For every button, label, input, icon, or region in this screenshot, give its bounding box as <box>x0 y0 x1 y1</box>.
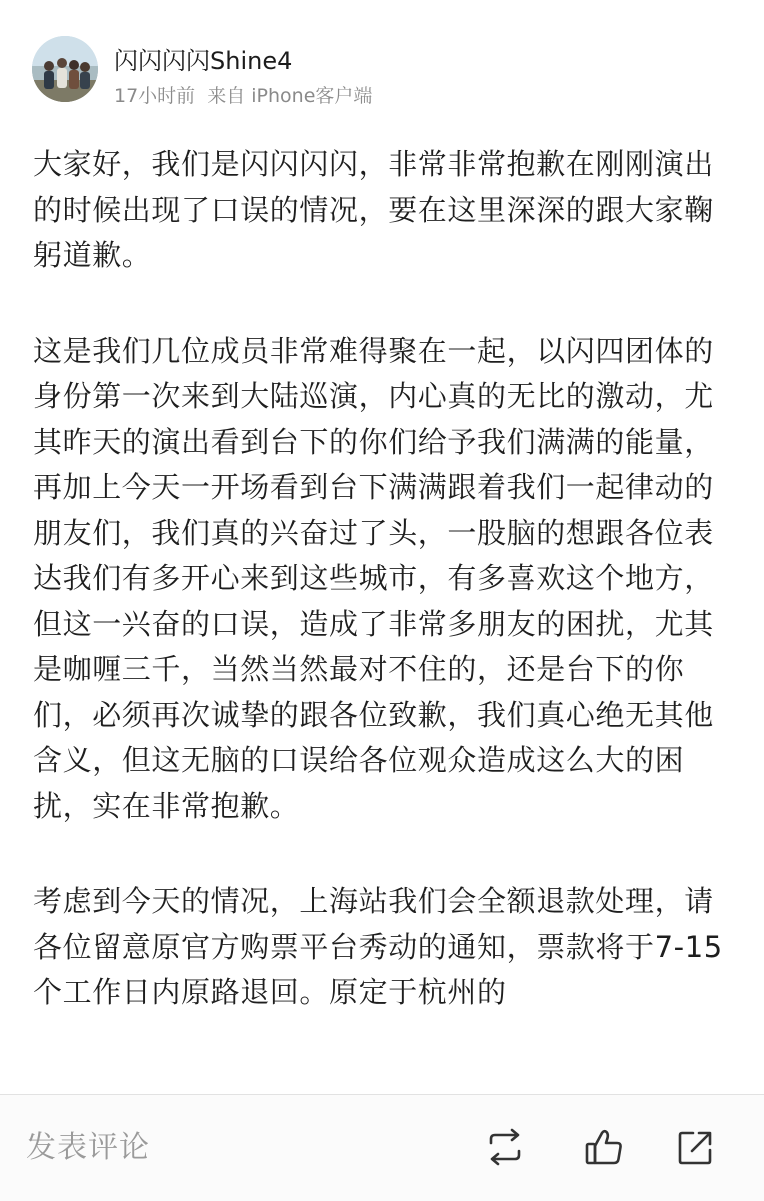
post-source: 来自 iPhone客户端 <box>207 85 373 107</box>
post-content <box>33 142 733 1092</box>
avatar-image <box>32 36 98 102</box>
post-paragraph: 大家好，我们是闪闪闪闪，非常非常抱歉在刚刚演出的时候出现了口误的情况，要在这里深深的跟大家鞠躬道歉。 <box>33 147 714 272</box>
post-paragraph: 这是我们几位成员非常难得聚在一起，以闪四团体的身份第一次来到大陆巡演，内心真的无比的激动，尤其昨天的演出看到台下的你们给予我们满满的能量，再加上今天一开场看到台下满满跟着我们一起律动的朋友们，我们真的兴奋过了头，一股脑的想跟各位表达我们有多开心来到这些城市，有多喜欢这个地方，但这一兴奋的口误，造成了非常多朋友的困扰，尤其是咖喱三千，当然当然最对不住的，还是台下的你们，必须再次诚挚的跟各位致歉，我们真心绝无其他含义，但这无脑的口误给各位观众造成这么大的困扰，实在非常抱歉。 <box>33 333 714 823</box>
bottom-action-bar <box>0 1094 764 1201</box>
comment-input[interactable]: 发表评论 <box>26 1130 150 1165</box>
post-paragraph: 考虑到今天的情况，上海站我们会全额退款处理，请各位留意原官方购票平台秀动的通知，票款将于7-15个工作日内原路退回。原定于杭州的 <box>33 884 723 1009</box>
avatar[interactable] <box>32 36 98 102</box>
share-icon <box>673 1125 717 1169</box>
post-meta <box>114 84 372 108</box>
like-icon <box>582 1125 626 1169</box>
post-time: 17小时前 <box>114 85 196 107</box>
author-name[interactable]: 闪闪闪闪Shine4 <box>114 47 293 75</box>
repost-icon <box>483 1125 527 1169</box>
like-button[interactable] <box>582 1125 626 1169</box>
share-button[interactable] <box>673 1125 717 1169</box>
repost-button[interactable] <box>483 1125 527 1169</box>
post-header <box>0 0 764 120</box>
